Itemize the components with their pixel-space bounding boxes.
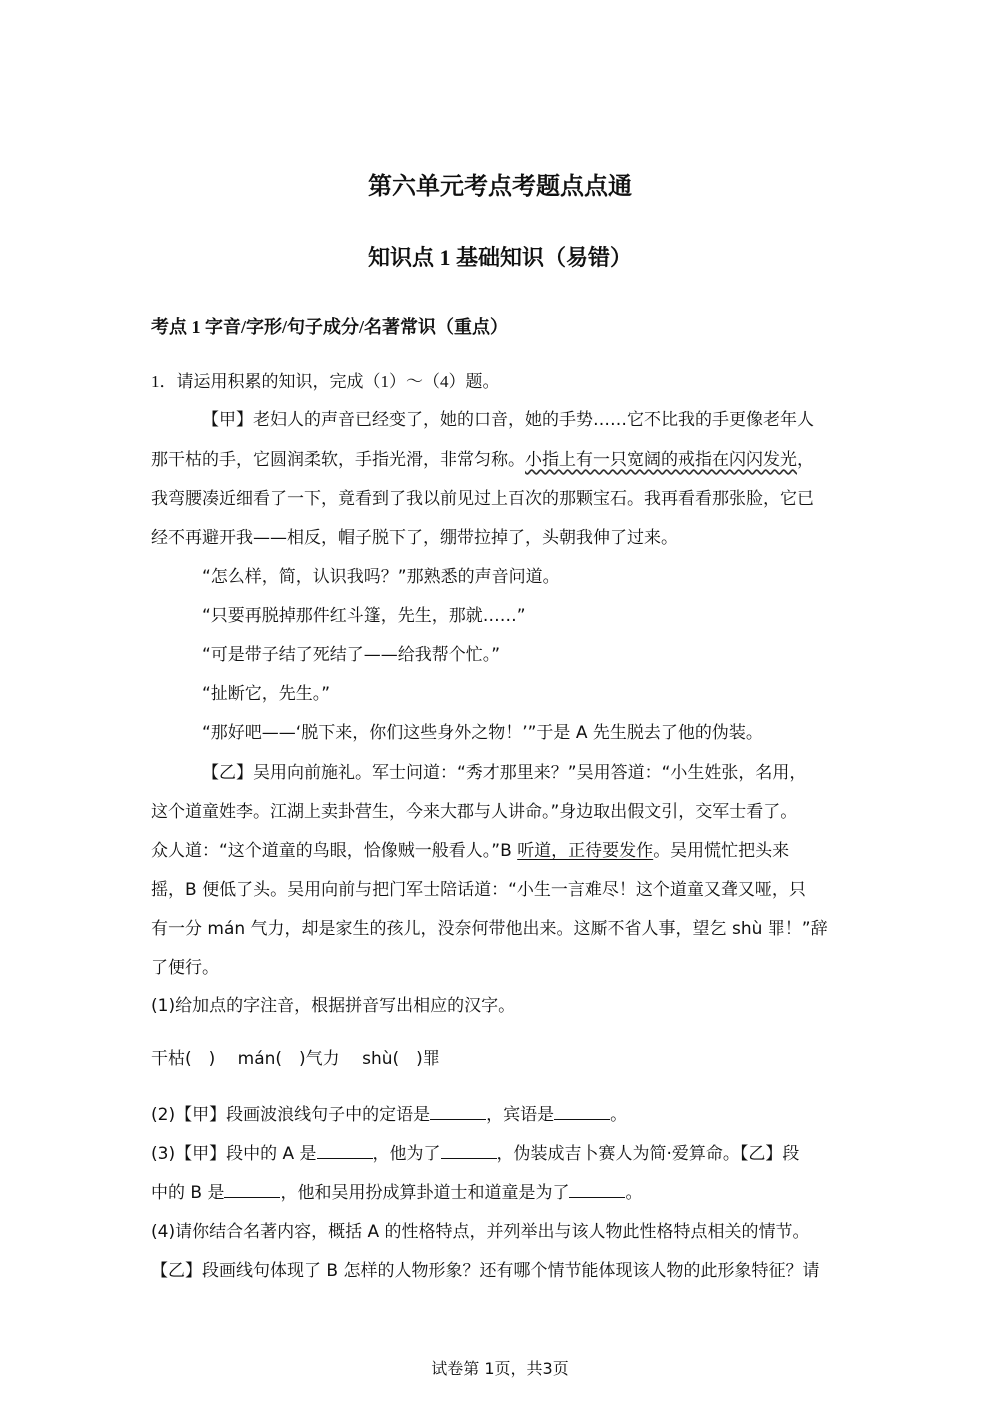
question-3 <box>151 1143 799 1165</box>
question-text: ，伪装成吉卜赛人为简·爱算命。【乙】段 <box>496 1144 800 1164</box>
passage-yi-line-5: 有一分 mán 气力，却是家生的孩儿，没奈何带他出来。这厮不省人事，望乞 shù 罪！”辞 <box>151 919 828 939</box>
question-text: ，宾语是 <box>486 1105 555 1125</box>
passage-jia-line-2 <box>151 449 814 471</box>
question-1: (1)给加点的字注音，根据拼音写出相应的汉字。 <box>151 996 516 1016</box>
page-title: 第六单元考点考题点点通 <box>368 174 632 200</box>
answer-blank[interactable] <box>554 1105 610 1120</box>
question-text: (2)【甲】段画波浪线句子中的定语是 <box>151 1105 431 1125</box>
passage-yi-line-3 <box>151 840 789 862</box>
dialogue-line: “可是带子结了死结了——给我帮个忙。” <box>202 645 501 665</box>
question-text: ，他为了 <box>372 1144 441 1164</box>
passage-yi-line-1: 【乙】吴用向前施礼。军士问道：“秀才那里来？”吴用答道：“小生姓张，名用， <box>202 763 807 783</box>
subsection-heading: 考点 1 字音/字形/句子成分/名著常识（重点） <box>151 317 509 337</box>
answer-blank[interactable] <box>441 1144 497 1159</box>
passage-yi-line-2: 这个道童姓李。江湖上卖卦营生，今来大郡与人讲命。”身边取出假文引，交军士看了。 <box>151 802 798 822</box>
passage-yi-line-6: 了便行。 <box>151 958 219 978</box>
dialogue-line: “怎么样，简，认识我吗？”那熟悉的声音问道。 <box>202 567 560 587</box>
question-text: 。 <box>625 1183 643 1203</box>
question-2 <box>151 1104 627 1126</box>
passage-jia-line-4: 经不再避开我——相反，帽子脱下了，绷带拉掉了，头朝我伸了过来。 <box>151 528 678 548</box>
answer-blank[interactable] <box>569 1183 625 1198</box>
passage-yi-line-4: 摇，B 便低了头。吴用向前与把门军士陪话道：“小生一言难尽！这个道童又聋又哑，只 <box>151 880 806 900</box>
section-heading: 知识点 1 基础知识（易错） <box>367 245 632 270</box>
dialogue-line: “那好吧——‘脱下来，你们这些身外之物！’”于是 A 先生脱去了他的伪装。 <box>202 723 763 743</box>
wavy-underlined-sentence: 小指上有一只宽阔的戒指在闪闪发光 <box>525 450 797 470</box>
answer-blank[interactable] <box>317 1144 373 1159</box>
passage-jia-text: 那干枯的手，它圆润柔软，手指光滑，非常匀称。 <box>151 450 525 470</box>
passage-jia-line-3: 我弯腰凑近细看了一下，竟看到了我以前见过上百次的那颗宝石。我再看看那张脸，它已 <box>151 489 814 509</box>
underlined-phrase: 听道，正待要发作 <box>517 841 654 861</box>
question-3-continued <box>151 1182 642 1204</box>
question-1-items: 干枯( ) mán( )气力 shù( )罪 <box>151 1049 440 1069</box>
question-text: 。 <box>610 1105 628 1125</box>
answer-blank[interactable] <box>224 1183 280 1198</box>
question-4-yi: 【乙】段画线句体现了 B 怎样的人物形象？还有哪个情节能体现该人物的此形象特征？请 <box>151 1261 820 1281</box>
question-text: 中的 B 是 <box>151 1183 225 1203</box>
passage-yi-text: 众人道：“这个道童的鸟眼，恰像贼一般看人。”B <box>151 841 518 861</box>
question-intro: 1．请运用积累的知识，完成（1）～（4）题。 <box>151 372 500 391</box>
dialogue-line: “扯断它，先生。” <box>202 684 331 704</box>
passage-yi-text: 。吴用慌忙把头来 <box>653 841 790 861</box>
passage-jia-text: ， <box>797 450 814 470</box>
question-text: ，他和吴用扮成算卦道士和道童是为了 <box>280 1183 570 1203</box>
dialogue-line: “只要再脱掉那件红斗篷，先生，那就……” <box>202 606 526 626</box>
answer-blank[interactable] <box>430 1105 486 1120</box>
page-footer: 试卷第 1页，共3页 <box>431 1359 569 1378</box>
question-4: (4)请你结合名著内容，概括 A 的性格特点，并列举出与该人物此性格特点相关的情节。 <box>151 1222 810 1242</box>
passage-jia-line-1: 【甲】老妇人的声音已经变了，她的口音，她的手势……它不比我的手更像老年人 <box>202 410 814 430</box>
question-text: (3)【甲】段中的 A 是 <box>151 1144 317 1164</box>
